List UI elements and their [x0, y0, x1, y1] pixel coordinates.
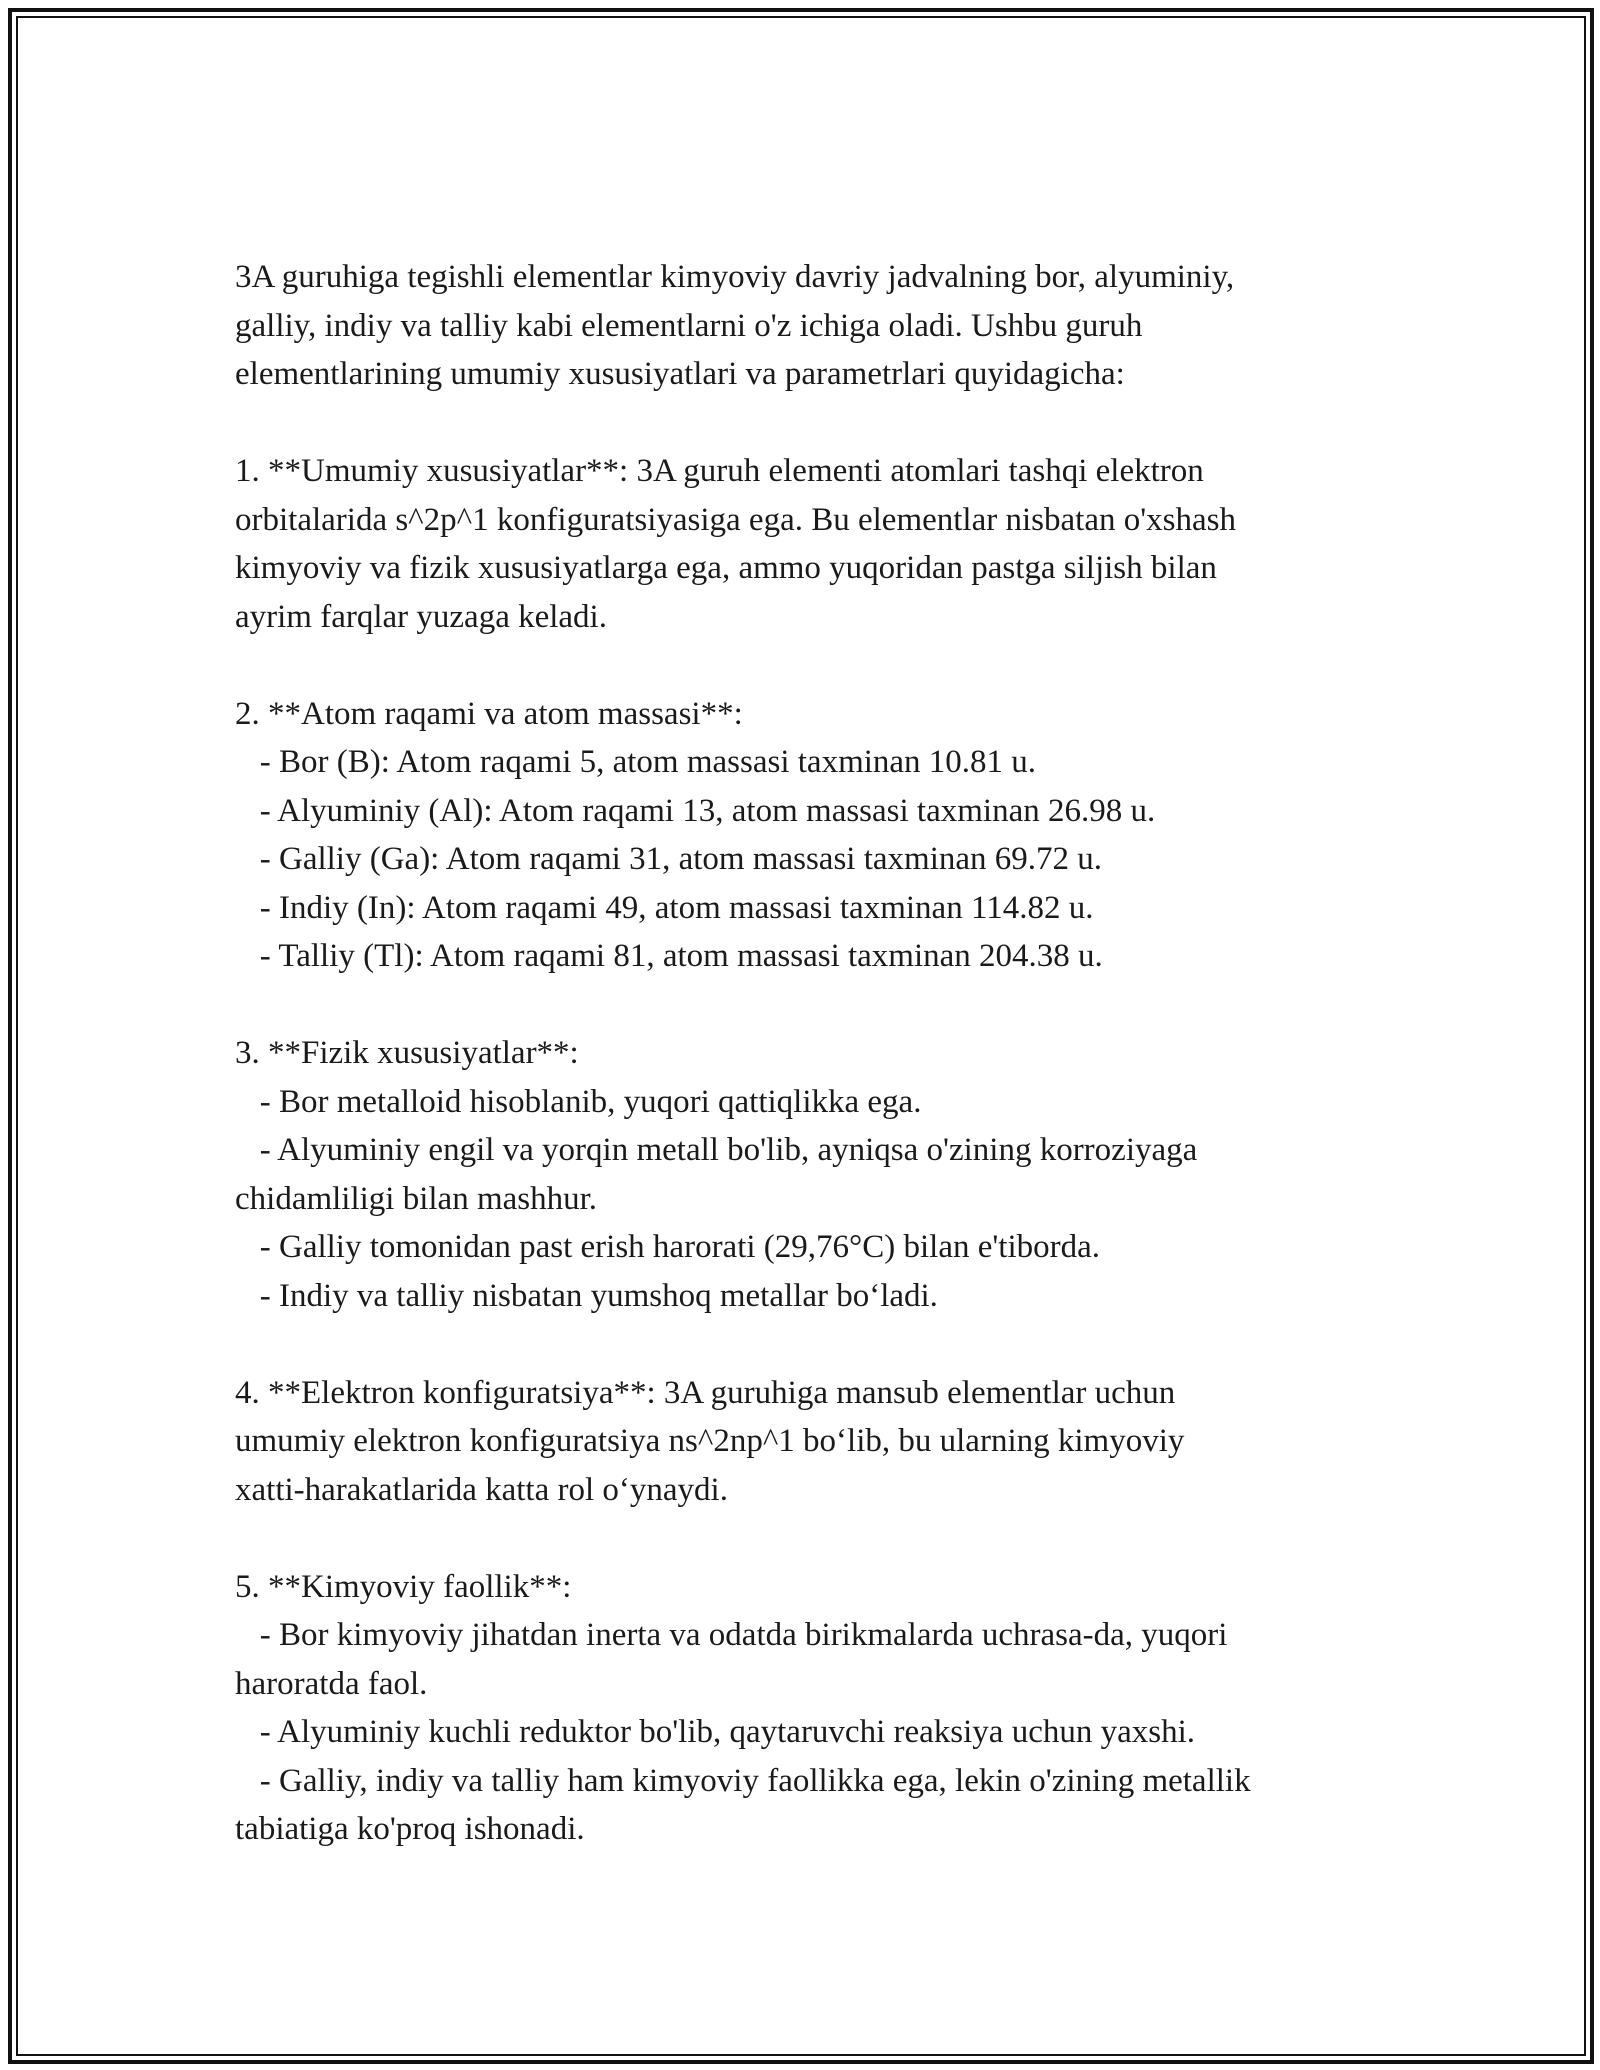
list-item: - Bor kimyoviy jihatdan inerta va odatda birikmalarda uchrasa-da, yuqori — [235, 1617, 1228, 1653]
list-item: - Galliy tomonidan past erish harorati (29,76°C) bilan e'tiborda. — [235, 1229, 1101, 1265]
intro-paragraph — [235, 253, 1415, 399]
section-heading: 3. **Fizik xususiyatlar**: — [235, 1035, 579, 1071]
section-physical-properties — [235, 1029, 1415, 1320]
document-body — [235, 253, 1415, 1854]
section-heading: 5. **Kimyoviy faollik**: — [235, 1568, 572, 1605]
text-line: kimyoviy va fizik xususiyatlarga ega, ammo yuqoridan pastga siljish bilan — [235, 550, 1217, 586]
text-line: umumiy elektron konfiguratsiya ns^2np^1 bo‘lib, bu ularning kimyoviy — [235, 1423, 1185, 1459]
list-item-continuation: chidamliligi bilan mashhur. — [235, 1180, 598, 1217]
list-item: - Galliy, indiy va talliy ham kimyoviy faollikka ega, lekin o'zining metallik — [235, 1762, 1251, 1799]
section-electron-configuration — [235, 1369, 1415, 1515]
text-line: orbitalarida s^2p^1 konfiguratsiyasiga ega. Bu elementlar nisbatan o'xshash — [235, 501, 1236, 538]
section-heading: 2. **Atom raqami va atom massasi**: — [235, 695, 743, 732]
text-line: ayrim farqlar yuzaga keladi. — [235, 598, 607, 635]
text-line: galliy, indiy va talliy kabi elementlarni o'z ichiga oladi. Ushbu guruh — [235, 307, 1143, 344]
list-item-continuation: tabiatiga ko'proq ishonadi. — [235, 1811, 585, 1847]
list-item: - Bor (B): Atom raqami 5, atom massasi taxminan 10.81 u. — [235, 744, 1037, 780]
section-atomic-number-mass — [235, 690, 1415, 981]
list-item: - Bor metalloid hisoblanib, yuqori qattiqlikka ega. — [235, 1083, 922, 1120]
list-item: - Alyuminiy (Al): Atom raqami 13, atom massasi taxminan 26.98 u. — [235, 792, 1156, 829]
section-general-properties — [235, 447, 1415, 641]
list-item: - Talliy (Tl): Atom raqami 81, atom massasi taxminan 204.38 u. — [235, 938, 1103, 974]
list-item: - Alyuminiy engil va yorqin metall bo'lib, ayniqsa o'zining korroziyaga — [235, 1132, 1198, 1168]
list-item-continuation: haroratda faol. — [235, 1665, 428, 1702]
list-item: - Indiy (In): Atom raqami 49, atom massasi taxminan 114.82 u. — [235, 889, 1094, 926]
text-line: 3A guruhiga tegishli elementlar kimyoviy davriy jadvalning bor, alyuminiy, — [235, 259, 1235, 295]
list-item: - Galliy (Ga): Atom raqami 31, atom massasi taxminan 69.72 u. — [235, 841, 1103, 877]
section-chemical-activity — [235, 1563, 1415, 1854]
text-line: xatti-harakatlarida katta rol o‘ynaydi. — [235, 1471, 728, 1508]
text-line: 4. **Elektron konfiguratsiya**: 3A guruhiga mansub elementlar uchun — [235, 1374, 1176, 1411]
text-line: elementlarining umumiy xususiyatlari va parametrlari quyidagicha: — [235, 356, 1125, 392]
text-line: 1. **Umumiy xususiyatlar**: 3A guruh elementi atomlari tashqi elektron — [235, 453, 1204, 489]
list-item: - Indiy va talliy nisbatan yumshoq metallar bo‘ladi. — [235, 1277, 938, 1314]
list-item: - Alyuminiy kuchli reduktor bo'lib, qaytaruvchi reaksiya uchun yaxshi. — [235, 1714, 1195, 1750]
